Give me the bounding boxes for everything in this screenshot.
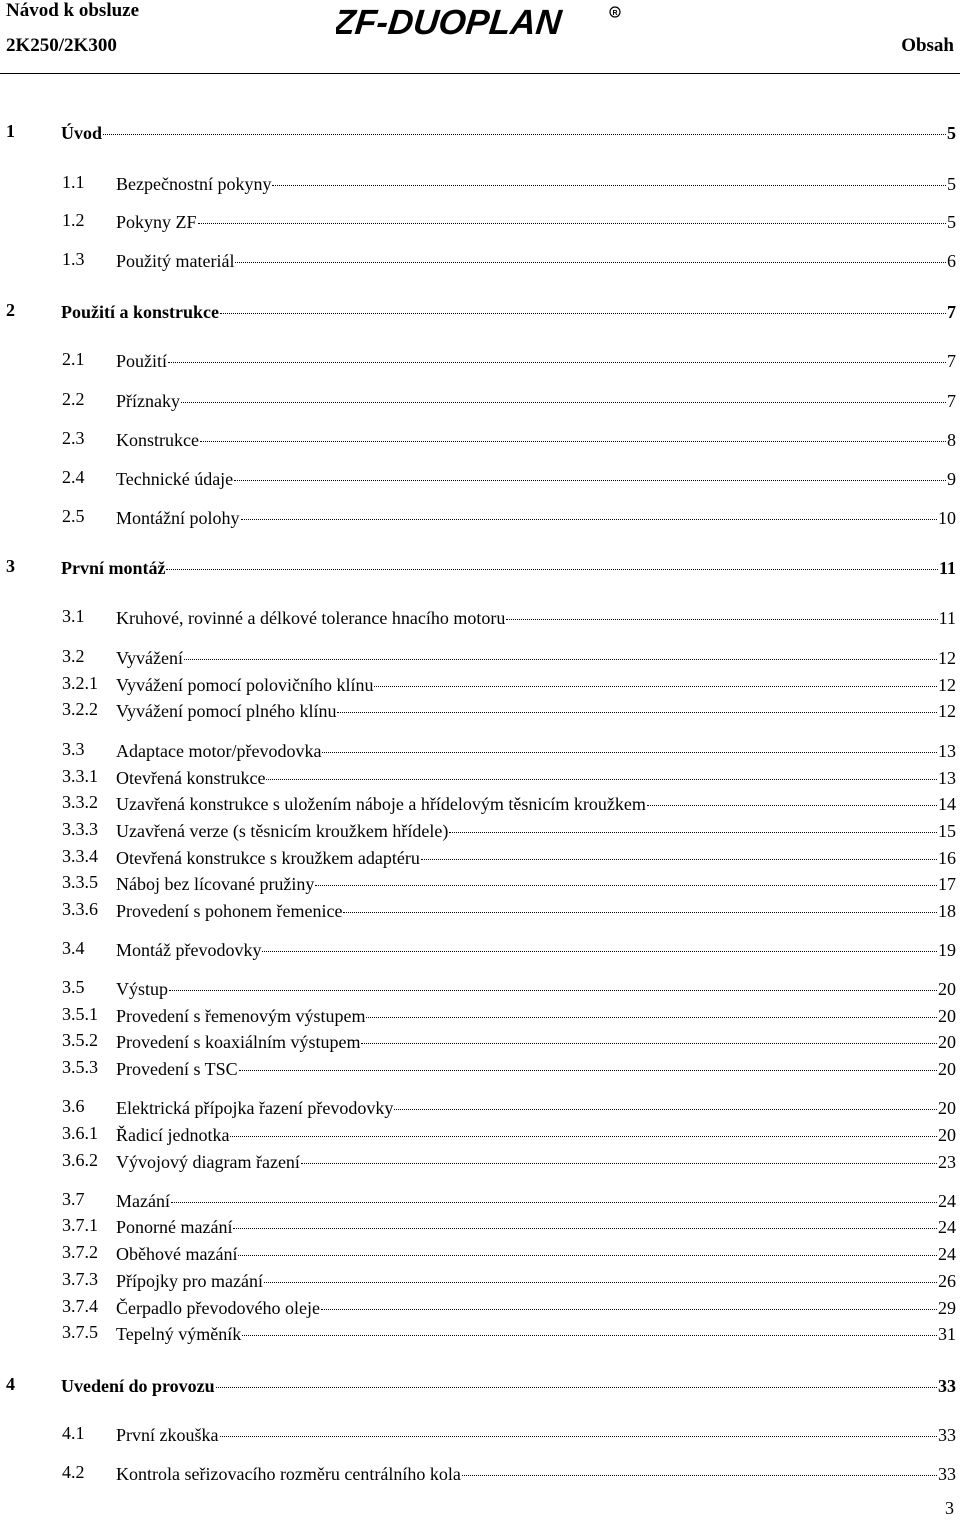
- toc-leader-dots: [198, 205, 946, 224]
- toc-entry-title: Náboj bez lícované pružiny: [116, 874, 315, 894]
- toc-entry-page: 12: [938, 648, 956, 668]
- zf-duoplan-logo: [336, 2, 636, 47]
- toc-entry-page: 11: [938, 558, 956, 578]
- toc-entry-page: 20: [938, 979, 956, 999]
- toc-entry-number: 3.7.2: [62, 1242, 98, 1262]
- toc-entry[interactable]: [0, 845, 960, 867]
- toc-entry-title: Mazání: [116, 1191, 170, 1211]
- toc-entry-number: 3.3.1: [62, 766, 98, 786]
- toc-entry-page: 20: [938, 1125, 956, 1145]
- toc-entry-title: Řadicí jednotka: [116, 1125, 230, 1145]
- toc-entry[interactable]: [0, 555, 960, 577]
- toc-leader-dots: [322, 734, 937, 753]
- toc-entry-number: 3.5.1: [62, 1004, 98, 1024]
- toc-entry-number: 1.3: [62, 249, 85, 269]
- toc-entry[interactable]: [0, 171, 960, 193]
- toc-leader-dots: [272, 167, 946, 186]
- toc-entry[interactable]: [0, 818, 960, 840]
- toc-entry-page: 13: [938, 741, 956, 761]
- toc-leader-dots: [181, 384, 946, 403]
- toc-entry[interactable]: [0, 120, 960, 142]
- toc-leader-dots: [361, 1025, 937, 1044]
- toc-entry-page: 7: [947, 351, 956, 371]
- toc-entry-title: Přípojky pro mazání: [116, 1271, 263, 1291]
- toc-entry-page: 20: [938, 1098, 956, 1118]
- toc-entry-title: Ponorné mazání: [116, 1217, 233, 1237]
- toc-leader-dots: [166, 551, 938, 570]
- toc-entry-page: 33: [938, 1464, 956, 1484]
- toc-entry-title: Otevřená konstrukce: [116, 768, 266, 788]
- toc-leader-dots: [238, 1237, 937, 1256]
- toc-entry-number: 2.1: [62, 349, 85, 369]
- toc-entry[interactable]: [0, 672, 960, 694]
- toc-entry-page: 16: [938, 848, 956, 868]
- toc-leader-dots: [506, 601, 937, 620]
- toc-entry-title: Bezpečnostní pokyny: [116, 174, 272, 194]
- toc-entry-title: Tepelný výměník: [116, 1324, 242, 1344]
- toc-entry-number: 3.2.2: [62, 699, 98, 719]
- toc-entry-title: Otevřená konstrukce s kroužkem adaptéru: [116, 848, 420, 868]
- toc-entry-page: 8: [947, 430, 956, 450]
- toc-entry-title: Výstup: [116, 979, 169, 999]
- toc-leader-dots: [168, 344, 946, 363]
- toc-entry-page: 12: [938, 701, 956, 721]
- toc-leader-dots: [171, 1184, 937, 1203]
- toc-leader-dots: [216, 1369, 937, 1388]
- toc-entry-page: 20: [938, 1059, 956, 1079]
- toc-entry-title: Kontrola seřizovacího rozměru centrálního kola: [116, 1464, 461, 1484]
- toc-entry-page: 24: [938, 1244, 956, 1264]
- toc-entry-number: 3.7.4: [62, 1296, 98, 1316]
- toc-leader-dots: [301, 1145, 937, 1164]
- toc-entry[interactable]: [0, 791, 960, 813]
- toc-leader-dots: [266, 761, 937, 780]
- toc-entry-page: 10: [938, 508, 956, 528]
- toc-entry-number: 3.5.2: [62, 1030, 98, 1050]
- toc-leader-dots: [337, 694, 937, 713]
- toc-entry-page: 19: [938, 940, 956, 960]
- toc-entry-title: Pokyny ZF: [116, 212, 197, 232]
- toc-entry[interactable]: [0, 248, 960, 270]
- toc-leader-dots: [235, 244, 946, 263]
- toc-entry-page: 5: [947, 174, 956, 194]
- toc-entry-number: 2.3: [62, 428, 85, 448]
- toc-entry-title: Kruhové, rovinné a délkové tolerance hnacího motoru: [116, 608, 506, 628]
- toc-entry[interactable]: [0, 348, 960, 370]
- toc-leader-dots: [103, 116, 946, 135]
- toc-entry-number: 3.3: [62, 739, 85, 759]
- toc-entry-page: 5: [947, 123, 956, 143]
- toc-entry-page: 26: [938, 1271, 956, 1291]
- toc-leader-dots: [230, 1118, 937, 1137]
- toc-entry-number: 2.2: [62, 389, 85, 409]
- toc-entry-page: 20: [938, 1032, 956, 1052]
- toc-entry-title: Použití a konstrukce: [61, 302, 220, 322]
- toc-entry-page: 12: [938, 675, 956, 695]
- toc-entry-number: 2.5: [62, 506, 85, 526]
- toc-entry-title: Úvod: [61, 123, 103, 143]
- toc-entry-title: Použitý materiál: [116, 251, 235, 271]
- toc-leader-dots: [239, 1052, 937, 1071]
- toc-entry-title: Čerpadlo převodového oleje: [116, 1298, 320, 1318]
- toc-entry[interactable]: [0, 1241, 960, 1263]
- toc-entry-number: 3.4: [62, 938, 85, 958]
- toc-entry-page: 17: [938, 874, 956, 894]
- toc-entry-title: Provedení s pohonem řemenice: [116, 901, 343, 921]
- toc-leader-dots: [220, 295, 946, 314]
- toc-entry-title: Provedení s TSC: [116, 1059, 238, 1079]
- toc-entry-number: 3.3.6: [62, 899, 98, 919]
- toc-entry-number: 4.2: [62, 1462, 85, 1482]
- toc-entry[interactable]: [0, 698, 960, 720]
- toc-leader-dots: [374, 668, 937, 687]
- toc-entry-page: 13: [938, 768, 956, 788]
- toc-entry[interactable]: [0, 1295, 960, 1317]
- toc-entry-title: Konstrukce: [116, 430, 199, 450]
- toc-leader-dots: [366, 999, 937, 1018]
- toc-leader-dots: [242, 1317, 937, 1336]
- toc-leader-dots: [234, 462, 946, 481]
- toc-entry-number: 3: [6, 556, 15, 576]
- page-number: 3: [945, 1498, 954, 1518]
- toc-entry[interactable]: [0, 505, 960, 527]
- toc-entry[interactable]: [0, 871, 960, 893]
- toc-entry-title: Provedení s řemenovým výstupem: [116, 1006, 366, 1026]
- toc-entry-page: 33: [938, 1376, 956, 1396]
- toc-entry[interactable]: [0, 1056, 960, 1078]
- toc-leader-dots: [449, 814, 937, 833]
- toc-entry-page: 6: [947, 251, 956, 271]
- toc-entry[interactable]: [0, 1029, 960, 1051]
- toc-entry-number: 3.7.3: [62, 1269, 98, 1289]
- toc-entry-page: 29: [938, 1298, 956, 1318]
- header-divider: [0, 73, 960, 74]
- toc-entry[interactable]: [0, 1268, 960, 1290]
- toc-entry[interactable]: [0, 1122, 960, 1144]
- toc-entry-number: 3.2.1: [62, 673, 98, 693]
- toc-entry[interactable]: [0, 1461, 960, 1483]
- toc-entry[interactable]: [0, 937, 960, 959]
- toc-entry[interactable]: [0, 1149, 960, 1171]
- toc-leader-dots: [241, 501, 938, 520]
- toc-entry-number: 1: [6, 121, 15, 141]
- toc-leader-dots: [394, 1091, 937, 1110]
- toc-entry[interactable]: [0, 1422, 960, 1444]
- toc-entry[interactable]: [0, 898, 960, 920]
- toc-entry-number: 3.5.3: [62, 1057, 98, 1077]
- toc-leader-dots: [647, 787, 937, 806]
- logo-wordmark: ZF-DUOPLAN: [336, 3, 564, 42]
- toc-entry-number: 3.2: [62, 646, 85, 666]
- toc-entry-title: Montáž převodovky: [116, 940, 262, 960]
- toc-leader-dots: [200, 423, 946, 442]
- toc-entry-title: Použití: [116, 351, 168, 371]
- toc-entry-number: 3.7.1: [62, 1215, 98, 1235]
- svg-text:R: R: [612, 10, 618, 17]
- toc-entry-number: 3.6: [62, 1096, 85, 1116]
- toc-entry-page: 7: [947, 391, 956, 411]
- toc-entry-title: Montážní polohy: [116, 508, 240, 528]
- toc-entry[interactable]: [0, 1214, 960, 1236]
- toc-entry-number: 3.6.1: [62, 1123, 98, 1143]
- toc-entry-title: Provedení s koaxiálním výstupem: [116, 1032, 361, 1052]
- toc-entry-number: 2: [6, 300, 15, 320]
- toc-entry[interactable]: [0, 645, 960, 667]
- toc-entry-page: 33: [938, 1425, 956, 1445]
- toc-entry-number: 2.4: [62, 467, 85, 487]
- toc-entry-page: 31: [938, 1324, 956, 1344]
- toc-entry-title: Uzavřená verze (s těsnicím kroužkem hřídele): [116, 821, 449, 841]
- toc-leader-dots: [184, 641, 937, 660]
- toc-entry[interactable]: [0, 1188, 960, 1210]
- toc-entry-title: První montáž: [61, 558, 166, 578]
- toc-entry-title: Příznaky: [116, 391, 180, 411]
- toc-entry-number: 1.1: [62, 172, 85, 192]
- toc-entry-number: 3.3.3: [62, 819, 98, 839]
- toc-entry-title: První zkouška: [116, 1425, 219, 1445]
- toc-entry[interactable]: [0, 1321, 960, 1343]
- toc-entry-title: Vyvážení pomocí plného klínu: [116, 701, 337, 721]
- toc-leader-dots: [264, 1264, 937, 1283]
- toc-entry[interactable]: [0, 1373, 960, 1395]
- toc-entry-number: 3.5: [62, 977, 85, 997]
- toc-leader-dots: [262, 933, 937, 952]
- toc-entry[interactable]: [0, 605, 960, 627]
- toc-entry-number: 3.7: [62, 1189, 85, 1209]
- toc-entry-number: 3.3.4: [62, 846, 98, 866]
- toc-entry-number: 3.6.2: [62, 1150, 98, 1170]
- toc-leader-dots: [233, 1210, 937, 1229]
- toc-entry[interactable]: [0, 209, 960, 231]
- toc-entry-page: 18: [938, 901, 956, 921]
- toc-entry-title: Vyvážení: [116, 648, 183, 668]
- toc-entry[interactable]: [0, 427, 960, 449]
- toc-entry[interactable]: [0, 738, 960, 760]
- toc-entry-number: 4.1: [62, 1423, 85, 1443]
- toc-entry-number: 4: [6, 1374, 15, 1394]
- toc-entry-page: 24: [938, 1191, 956, 1211]
- toc-leader-dots: [421, 841, 937, 860]
- toc-leader-dots: [169, 972, 937, 991]
- toc-entry-title: Vyvážení pomocí polovičního klínu: [116, 675, 374, 695]
- toc-entry-title: Elektrická přípojka řazení převodovky: [116, 1098, 394, 1118]
- manual-title: Návod k obsluze: [6, 0, 140, 21]
- toc-entry-title: Vývojový diagram řazení: [116, 1152, 300, 1172]
- toc-entry-number: 3.3.2: [62, 792, 98, 812]
- toc-leader-dots: [321, 1291, 937, 1310]
- toc-entry[interactable]: [0, 976, 960, 998]
- toc-entry-number: 3.1: [62, 606, 85, 626]
- toc-entry[interactable]: [0, 1095, 960, 1117]
- toc-entry[interactable]: [0, 765, 960, 787]
- toc-leader-dots: [462, 1457, 937, 1476]
- toc-entry[interactable]: [0, 1003, 960, 1025]
- toc-entry[interactable]: [0, 466, 960, 488]
- model-number: 2K250/2K300: [6, 35, 117, 56]
- toc-entry-page: 15: [938, 821, 956, 841]
- toc-leader-dots: [315, 867, 937, 886]
- toc-entry-number: 3.3.5: [62, 872, 98, 892]
- toc-entry-title: Oběhové mazání: [116, 1244, 238, 1264]
- toc-entry-number: 1.2: [62, 210, 85, 230]
- toc-entry-title: Technické údaje: [116, 469, 234, 489]
- toc-leader-dots: [343, 894, 937, 913]
- toc-leader-dots: [220, 1418, 938, 1437]
- toc-entry-page: 7: [947, 302, 956, 322]
- section-title: Obsah: [901, 35, 954, 56]
- toc-entry-page: 20: [938, 1006, 956, 1026]
- toc-entry[interactable]: [0, 388, 960, 410]
- toc-entry-number: 3.7.5: [62, 1322, 98, 1342]
- toc-entry-title: Uzavřená konstrukce s uložením náboje a hřídelovým těsnicím kroužkem: [116, 794, 646, 814]
- toc-entry-page: 11: [938, 608, 956, 628]
- toc-entry-title: Uvedení do provozu: [61, 1376, 215, 1396]
- toc-entry-page: 23: [938, 1152, 956, 1172]
- toc-entry-title: Adaptace motor/převodovka: [116, 741, 322, 761]
- toc-entry[interactable]: [0, 299, 960, 321]
- toc-entry-page: 5: [947, 212, 956, 232]
- toc-entry-page: 9: [947, 469, 956, 489]
- toc-entry-page: 24: [938, 1217, 956, 1237]
- toc-entry-page: 14: [938, 794, 956, 814]
